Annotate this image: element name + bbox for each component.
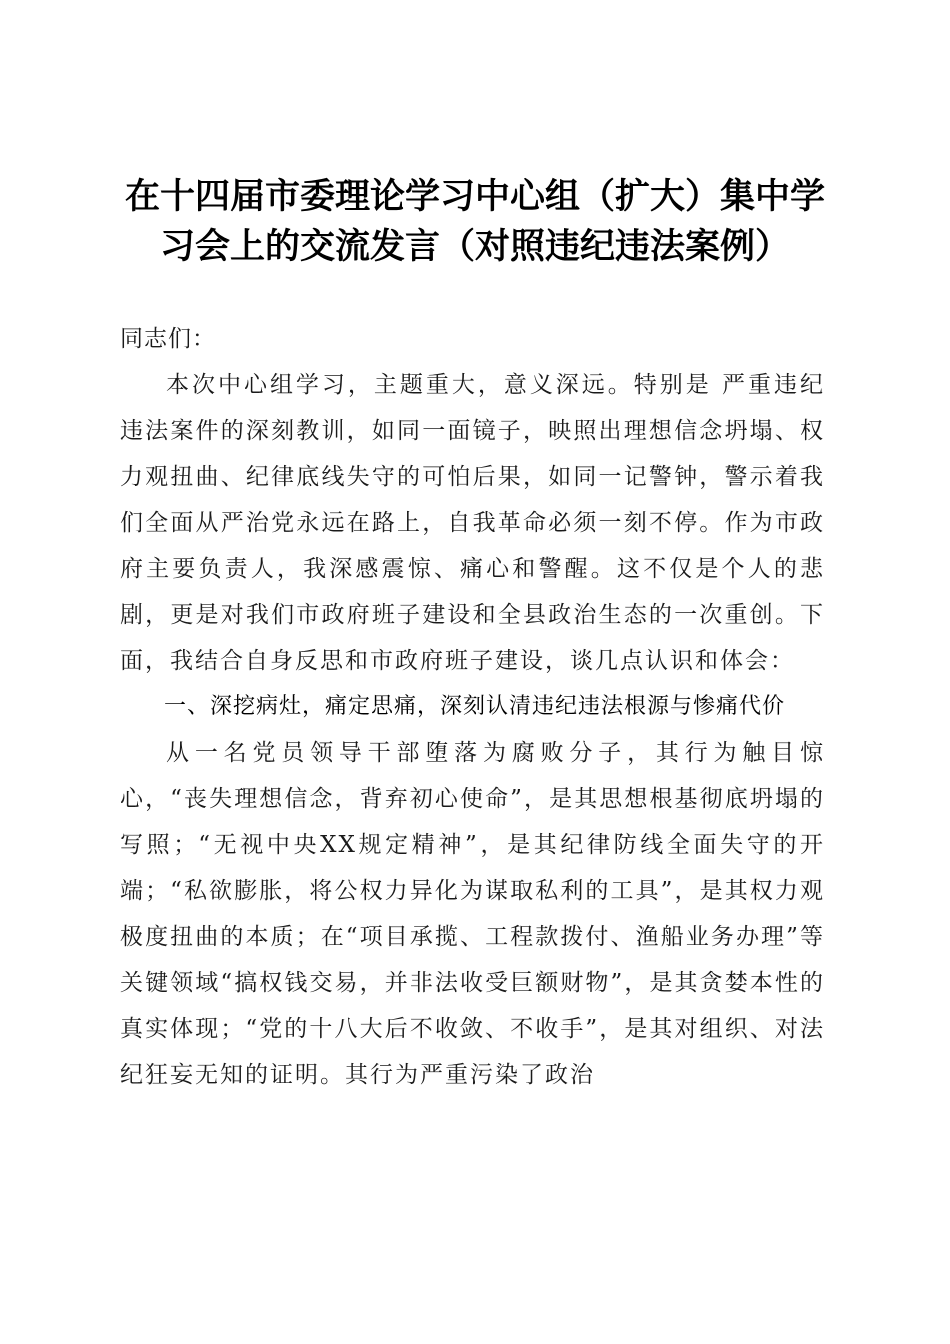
document-body (120, 316, 825, 1098)
section-heading-1: 一、深挖病灶，痛定思痛，深刻认清违纪违法根源与惨痛代价 (164, 694, 786, 719)
salutation: 同志们： (120, 326, 216, 352)
title-line-2: 习会上的交流发言（对照违纪违法案例） (159, 226, 790, 267)
document-title (100, 172, 850, 272)
paragraph-intro: 本次中心组学习，主题重大，意义深远。特别是 严重违纪违法案件的深刻教训，如同一面镜子，映照出理想信念坍塌、权力观扭曲、纪律底线失守的可怕后果，如同一记警钟，警示着我们全面从严治党永远在路上，自我革命必须一刻不停。作为市政府主要负责人，我深感震惊、痛心和警醒。这不仅是个人的悲剧，更是对我们市政府班子建设和全县政治生态的一次重创。下面，我结合自身反思和市政府班子建设，谈几点认识和体会： (120, 372, 825, 674)
paragraph-analysis: 从一名党员领导干部堕落为腐败分子，其行为触目惊心，“丧失理想信念，背弃初心使命”，是其思想根基彻底坍塌的写照；“无视中央XX规定精神”，是其纪律防线全面失守的开端；“私欲膨胀，将公权力异化为谋取私利的工具”，是其权力观极度扭曲的本质；在“项目承揽、工程款拨付、渔船业务办理”等关键领域“搞权钱交易，并非法收受巨额财物”，是其贪婪本性的真实体现；“党的十八大后不收敛、不收手”，是其对组织、对法纪狂妄无知的证明。其行为严重污染了政治 (120, 740, 825, 1088)
title-line-1: 在十四届市委理论学习中心组（扩大）集中学 (124, 176, 825, 217)
